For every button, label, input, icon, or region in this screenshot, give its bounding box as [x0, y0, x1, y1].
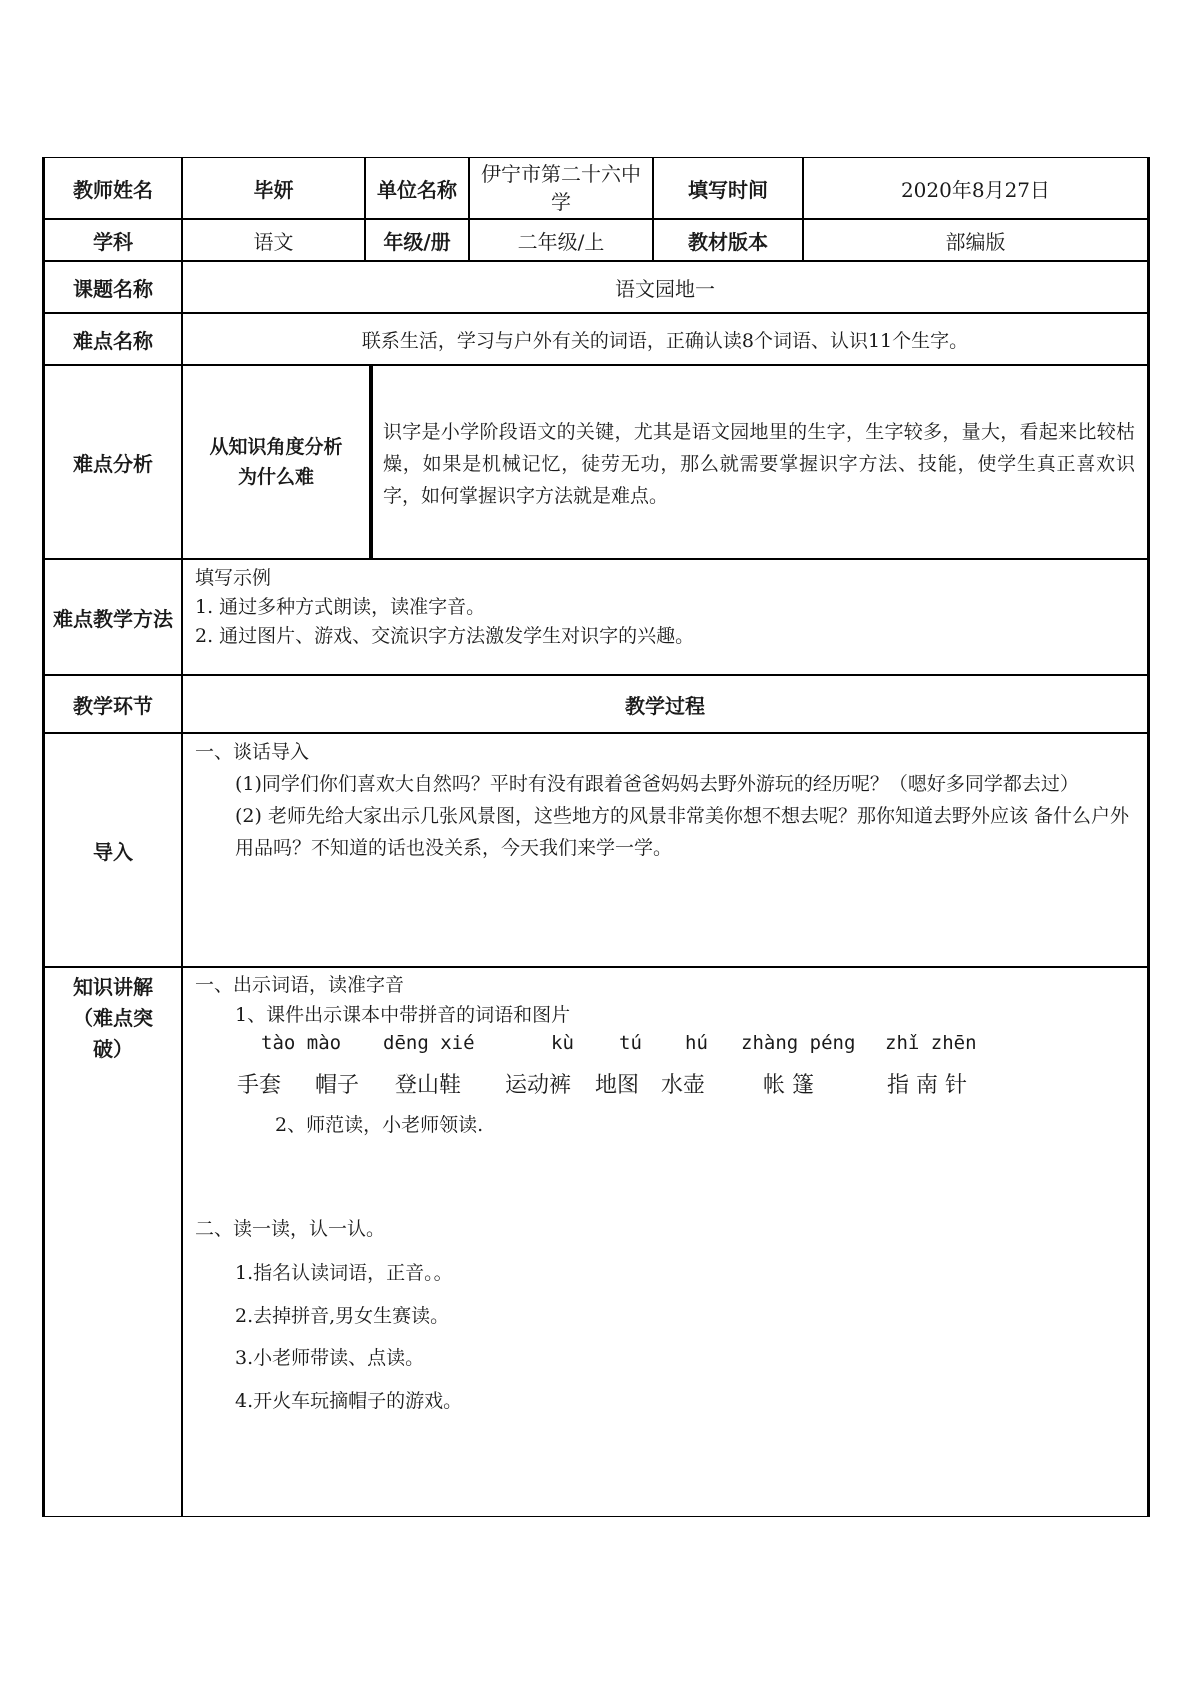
- process-section-label: 教学环节: [42, 675, 182, 733]
- edition-value: 部编版: [803, 219, 1150, 261]
- vocab-word: 运动裤: [505, 1073, 572, 1098]
- method-cell: [182, 559, 1150, 675]
- edition-label: 教材版本: [653, 219, 803, 261]
- knowledge-step: 4.开火车玩摘帽子的游戏。: [235, 1390, 463, 1412]
- analysis-cell: [372, 365, 1150, 559]
- knowledge-heading: 二、读一读，认一认。: [195, 1218, 386, 1240]
- topic-value: 语文园地一: [182, 261, 1150, 313]
- pinyin-label: tú: [619, 1032, 642, 1054]
- knowledge-step: 1、课件出示课本中带拼音的词语和图片: [235, 1004, 571, 1026]
- pinyin-label: kù: [551, 1032, 574, 1054]
- knowledge-step: 2.去掉拼音,男女生赛读。: [235, 1305, 450, 1327]
- vocab-word: 登山鞋: [395, 1073, 462, 1098]
- topic-label: 课题名称: [42, 261, 182, 313]
- vocab-word: 水壶: [661, 1073, 706, 1098]
- pinyin-label: tào mào: [261, 1032, 342, 1054]
- unit-name-value: 伊宁市第二十六中学: [469, 157, 653, 219]
- pinyin-label: hú: [685, 1032, 708, 1054]
- teacher-name-value: 毕妍: [182, 157, 365, 219]
- grade-value: 二年级/上: [469, 219, 653, 261]
- fill-date-value: 2020年8月27日: [803, 157, 1150, 219]
- knowledge-heading: 一、出示词语，读准字音: [195, 974, 405, 996]
- method-example: 填写示例: [195, 567, 272, 589]
- intro-paragraph: (1)同学们你们喜欢大自然吗？平时有没有跟着爸爸妈妈去野外游玩的经历呢？（嗯好多同学都去过）: [235, 773, 1079, 795]
- fill-date-label: 填写时间: [653, 157, 803, 219]
- subject-label: 学科: [42, 219, 182, 261]
- vocab-word: 指 南 针: [887, 1073, 967, 1098]
- vocab-word: 地图: [595, 1073, 640, 1098]
- knowledge-cell: [182, 967, 1150, 1517]
- knowledge-step: 2、师范读，小老师领读.: [275, 1114, 484, 1136]
- pinyin-label: zhàng péng: [741, 1032, 856, 1054]
- unit-name-label: 单位名称: [365, 157, 469, 219]
- analysis-sublabel: 从知识角度分析为什么难: [182, 365, 372, 559]
- difficulty-value: 联系生活，学习与户外有关的词语，正确认读8个词语、认识11个生字。: [182, 313, 1150, 365]
- vocab-word: 帽子: [315, 1073, 360, 1098]
- process-title: 教学过程: [182, 675, 1150, 733]
- analysis-text: 识字是小学阶段语文的关键，尤其是语文园地里的生字，生字较多，量大，看起来比较枯燥，如果是机械记忆，徒劳无功，那么就需要掌握识字方法、技能，使学生真正喜欢识字，如何掌握识字方法就是难点。: [383, 421, 1135, 507]
- knowledge-step: 3.小老师带读、点读。: [235, 1347, 425, 1369]
- intro-label: 导入: [42, 733, 182, 967]
- vocab-word: 帐 篷: [763, 1073, 814, 1098]
- difficulty-label: 难点名称: [42, 313, 182, 365]
- method-item: 1. 通过多种方式朗读，读准字音。: [195, 596, 486, 618]
- knowledge-label: 知识讲解（难点突破）: [42, 967, 182, 1517]
- knowledge-step: 1.指名认读词语，正音。。: [235, 1262, 453, 1284]
- pinyin-label: zhǐ zhēn: [885, 1032, 977, 1054]
- analysis-label: 难点分析: [42, 365, 182, 559]
- lesson-plan-table: [42, 157, 1150, 1517]
- intro-heading: 一、谈话导入: [195, 741, 310, 763]
- pinyin-label: dēng xié: [383, 1032, 475, 1054]
- teacher-name-label: 教师姓名: [42, 157, 182, 219]
- method-item: 2. 通过图片、游戏、交流识字方法激发学生对识字的兴趣。: [195, 625, 695, 647]
- intro-cell: [182, 733, 1150, 967]
- vocab-word: 手套: [237, 1073, 282, 1098]
- intro-paragraph: (2) 老师先给大家出示几张风景图，这些地方的风景非常美你想不想去呢？那你知道去野外应该 备什么户外用品吗？不知道的话也没关系，今天我们来学一学。: [235, 805, 1129, 859]
- subject-value: 语文: [182, 219, 365, 261]
- grade-label: 年级/册: [365, 219, 469, 261]
- method-label: 难点教学方法: [42, 559, 182, 675]
